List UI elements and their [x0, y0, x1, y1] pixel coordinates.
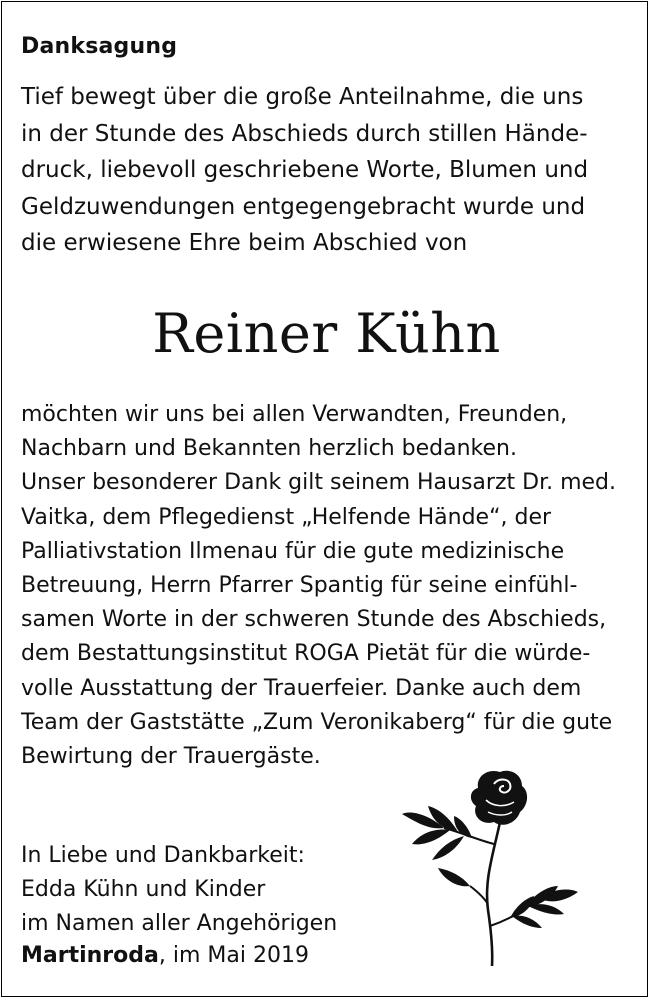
intro-line: druck, liebevoll geschriebene Worte, Blumen und	[21, 157, 589, 183]
intro-line: in der Stunde des Abschieds durch stillen Hände-	[21, 120, 588, 147]
thanks-line: Nachbarn und Bekannten herzlich bedanken.	[21, 436, 517, 462]
thanks-line: möchten wir uns bei allen Verwandten, Freunden,	[21, 402, 568, 427]
heading: Danksagung	[21, 34, 178, 59]
signature-block	[21, 839, 337, 941]
signature-line: Edda Kühn und Kinder	[21, 877, 266, 902]
thanks-paragraph	[21, 398, 641, 774]
thanks-line: Betreuung, Herrn Pfarrer Spantig für seine einfühl-	[21, 573, 578, 599]
thanks-line: samen Worte in der schweren Stunde des Abschieds,	[21, 607, 607, 633]
thanks-line: Team der Gaststätte „Zum Veronikaberg“ für die gute	[21, 709, 613, 735]
signature-line: im Namen aller Angehörigen	[21, 911, 338, 936]
intro-line: Geldzuwendungen entgegengebracht wurde und	[21, 193, 586, 220]
thanks-line: dem Bestattungsinstitut ROGA Pietät für die würde-	[21, 641, 591, 667]
date-text: , im Mai 2019	[158, 943, 309, 968]
deceased-name: Reiner Kühn	[152, 302, 501, 365]
thanks-line: Vaitka, dem Pflegedienst „Helfende Hände“, der	[21, 504, 552, 530]
intro-line: die erwiesene Ehre beim Abschied von	[21, 230, 468, 256]
place-name: Martinroda	[21, 943, 159, 968]
thanks-line: Unser besonderer Dank gilt seinem Hausarzt Dr. med.	[21, 470, 616, 496]
intro-paragraph	[21, 79, 641, 262]
thanks-line: Bewirtung der Trauergäste.	[21, 744, 321, 770]
signature-line: In Liebe und Dankbarkeit:	[21, 843, 305, 868]
intro-line: Tief bewegt über die große Anteilnahme, die uns	[21, 84, 584, 110]
place-date	[21, 943, 309, 968]
thanks-line: Palliativstation Ilmenau für die gute medizinische	[21, 538, 565, 564]
rose-icon	[398, 770, 588, 970]
obituary-card	[1, 1, 648, 997]
thanks-line: volle Ausstattung der Trauerfeier. Danke auch dem	[21, 675, 582, 701]
